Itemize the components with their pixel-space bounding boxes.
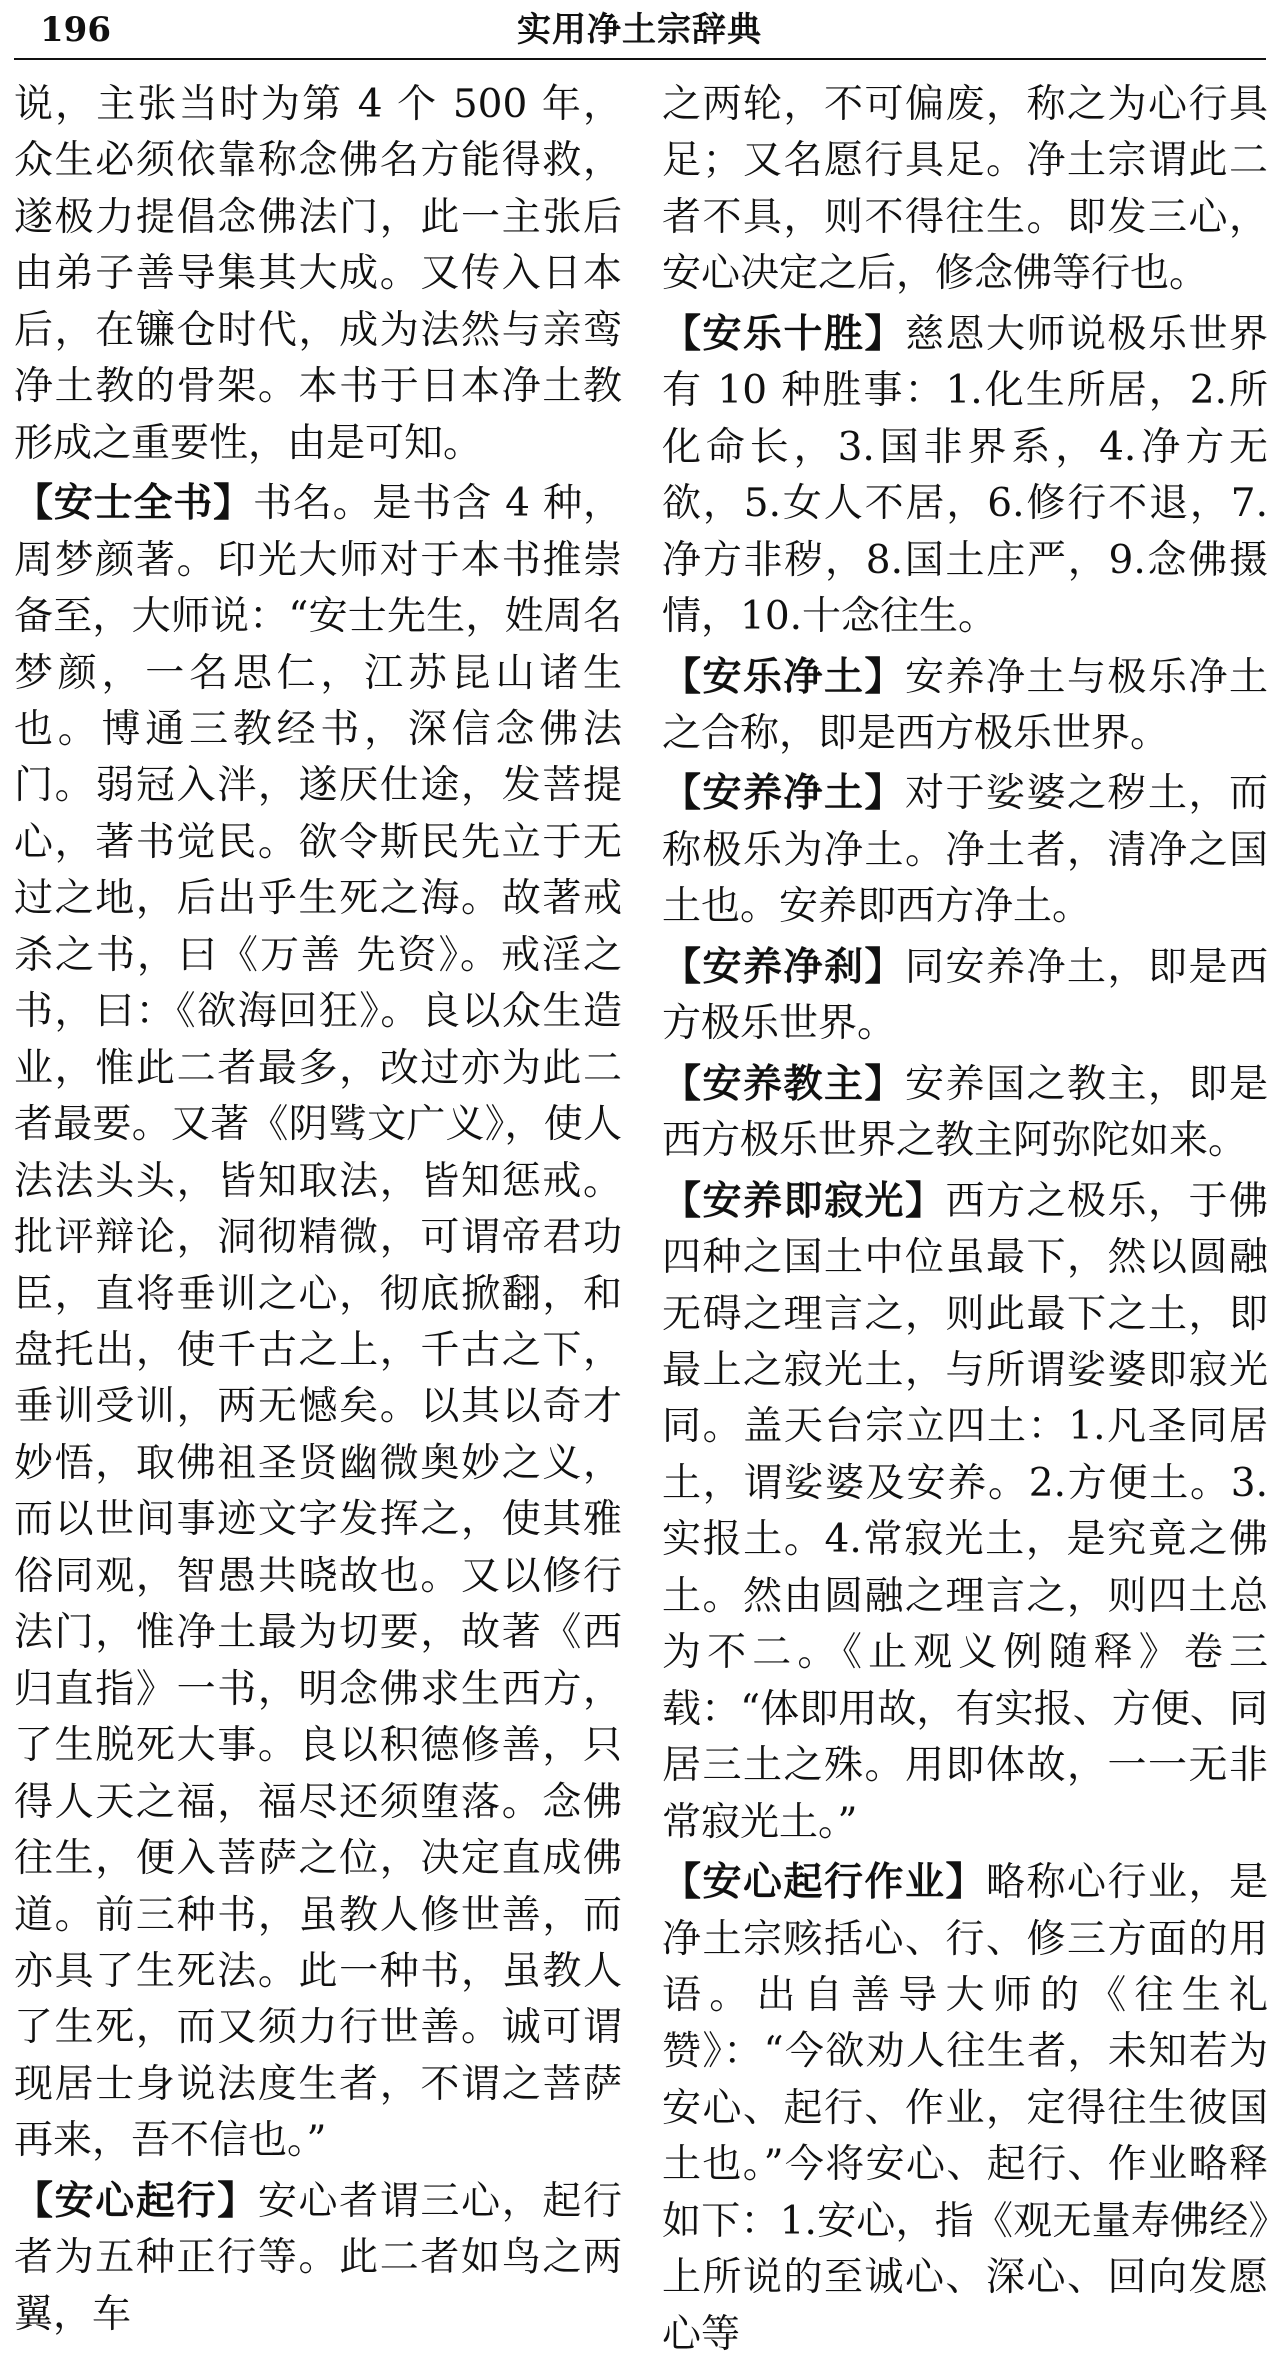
entry-text: 安心者谓三心，起行者为五种正行等。此二者如鸟之两翼，车 <box>14 2178 622 2337</box>
entry-text: 安养净土与极乐净土之合称，即是西方极乐世界。 <box>662 654 1268 756</box>
entry-term: 【安养净刹】 <box>662 943 905 990</box>
right-column <box>662 76 1268 2366</box>
page-header <box>0 0 1279 62</box>
dictionary-entry <box>14 2173 622 2343</box>
left-column <box>14 76 622 2346</box>
entry-text: 西方之极乐，于佛四种之国土中位虽最下，然以圆融无碍之理言之，则此最下之土，即最上之寂光土，与所谓娑婆即寂光同。盖天台宗立四土：1.凡圣同居土，谓娑婆及安养。2.方便土。3.实报土。4.常寂光土，是究竟之佛土。然由圆融之理言之，则四土总为不二。《止观义例随释》卷三载：“体即用故，有实报、方便、同居三土之殊。用即体故，一一无非常寂光土。” <box>662 1178 1268 1845</box>
dictionary-entry <box>662 649 1268 763</box>
dictionary-entry <box>662 1173 1268 1851</box>
entry-term: 【安心起行】 <box>14 2177 258 2224</box>
entry-term: 【安养教主】 <box>662 1060 905 1107</box>
entry-term: 【安养即寂光】 <box>662 1177 946 1224</box>
entry-term: 【安乐十胜】 <box>662 310 905 357</box>
entry-text: 之两轮，不可偏废，称之为心行具足；又名愿行具足。净土宗谓此二者不具，则不得往生。即发三心，安心决定之后，修念佛等行也。 <box>662 82 1268 297</box>
dictionary-entry <box>662 1854 1268 2363</box>
running-title: 实用净土宗辞典 <box>517 10 762 50</box>
dictionary-entry <box>662 306 1268 646</box>
entry-text: 略称心行业，是净土宗赅括心、行、修三方面的用语。出自善导大师的《往生礼赞》：“今欲劝人往生者，未知若为安心、起行、作业，定得往生彼国土也。”今将安心、起行、作业略释如下：1.安心，指《观无量寿佛经》上所说的至诚心、深心、回向发愿心等 <box>662 1860 1268 2357</box>
dictionary-entry <box>662 765 1268 935</box>
header-rule <box>14 58 1266 60</box>
entry-text: 同安养净土，即是西方极乐世界。 <box>662 944 1268 1047</box>
entry-term: 【安心起行作业】 <box>662 1859 986 1906</box>
entry-text: 慈恩大师说极乐世界有 10 种胜事：1.化生所居，2.所化命长，3.国非界系，4.净方无欲，5.女人不居，6.修行不退，7.净方非秽，8.国土庄严，9.念佛摄情，10.十念往生。 <box>662 311 1268 640</box>
entry-text: 安养国之教主，即是西方极乐世界之教主阿弥陀如来。 <box>662 1061 1268 1164</box>
entry-term: 【安乐净土】 <box>662 653 905 700</box>
entry-text: 书名。是书含 4 种，周梦颜著。印光大师对于本书推崇备至，大师说：“安士先生，姓周名梦颜，一名思仁，江苏昆山诸生也。博通三教经书，深信念佛法门。弱冠入泮，遂厌仕途，发菩提心，著书觉民。欲令斯民先立于无过之地，后出乎生死之海。故著戒杀之书，曰《万善 先资》。戒淫之书，曰：《欲海回狂》。良以众生造业，惟此二者最多，改过亦为此二者最要。又著《阴骘文广义》，使人法法头头，皆知取法，皆知惩戒。批评辩论，洞彻精微，可谓帝君功臣，直将垂训之心，彻底掀翻，和盘托出，使千古之上，千古之下，垂训受训，两无憾矣。以其以奇才妙悟，取佛祖圣贤幽微奥妙之义，而以世间事迹文字发挥之，使其雅俗同观，智愚共晓故也。又以修行法门，惟净土最为切要，故著《西归直指》一书，明念佛求生西方，了生脱死大事。良以积德修善，只得人天之福，福尽还须堕落。念佛往生，便入菩萨之位，决定直成佛道。前三种书，虽教人修世善，而亦具了生死法。此一种书，虽教人了生死，而又须力行世善。诚可谓现居士身说法度生者，不谓之菩萨再来，吾不信也。” <box>14 481 622 2164</box>
entry-term: 【安士全书】 <box>14 480 253 527</box>
dictionary-entry <box>14 475 622 2170</box>
entry-text: 对于娑婆之秽土，而称极乐为净土。净土者，清净之国土也。安养即西方净土。 <box>662 771 1268 930</box>
page-number: 196 <box>40 10 111 50</box>
dictionary-entry <box>662 76 1268 303</box>
dictionary-entry <box>14 76 622 472</box>
entry-text: 说，主张当时为第 4 个 500 年，众生必须依靠称念佛名方能得救，遂极力提倡念佛法门，此一主张后由弟子善导集其大成。又传入日本后，在镰仓时代，成为法然与亲鸾净土教的骨架。本书于日本净土教形成之重要性，由是可知。 <box>14 82 622 466</box>
entry-term: 【安养净土】 <box>662 770 905 817</box>
dictionary-entry <box>662 939 1268 1053</box>
dictionary-entry <box>662 1056 1268 1170</box>
